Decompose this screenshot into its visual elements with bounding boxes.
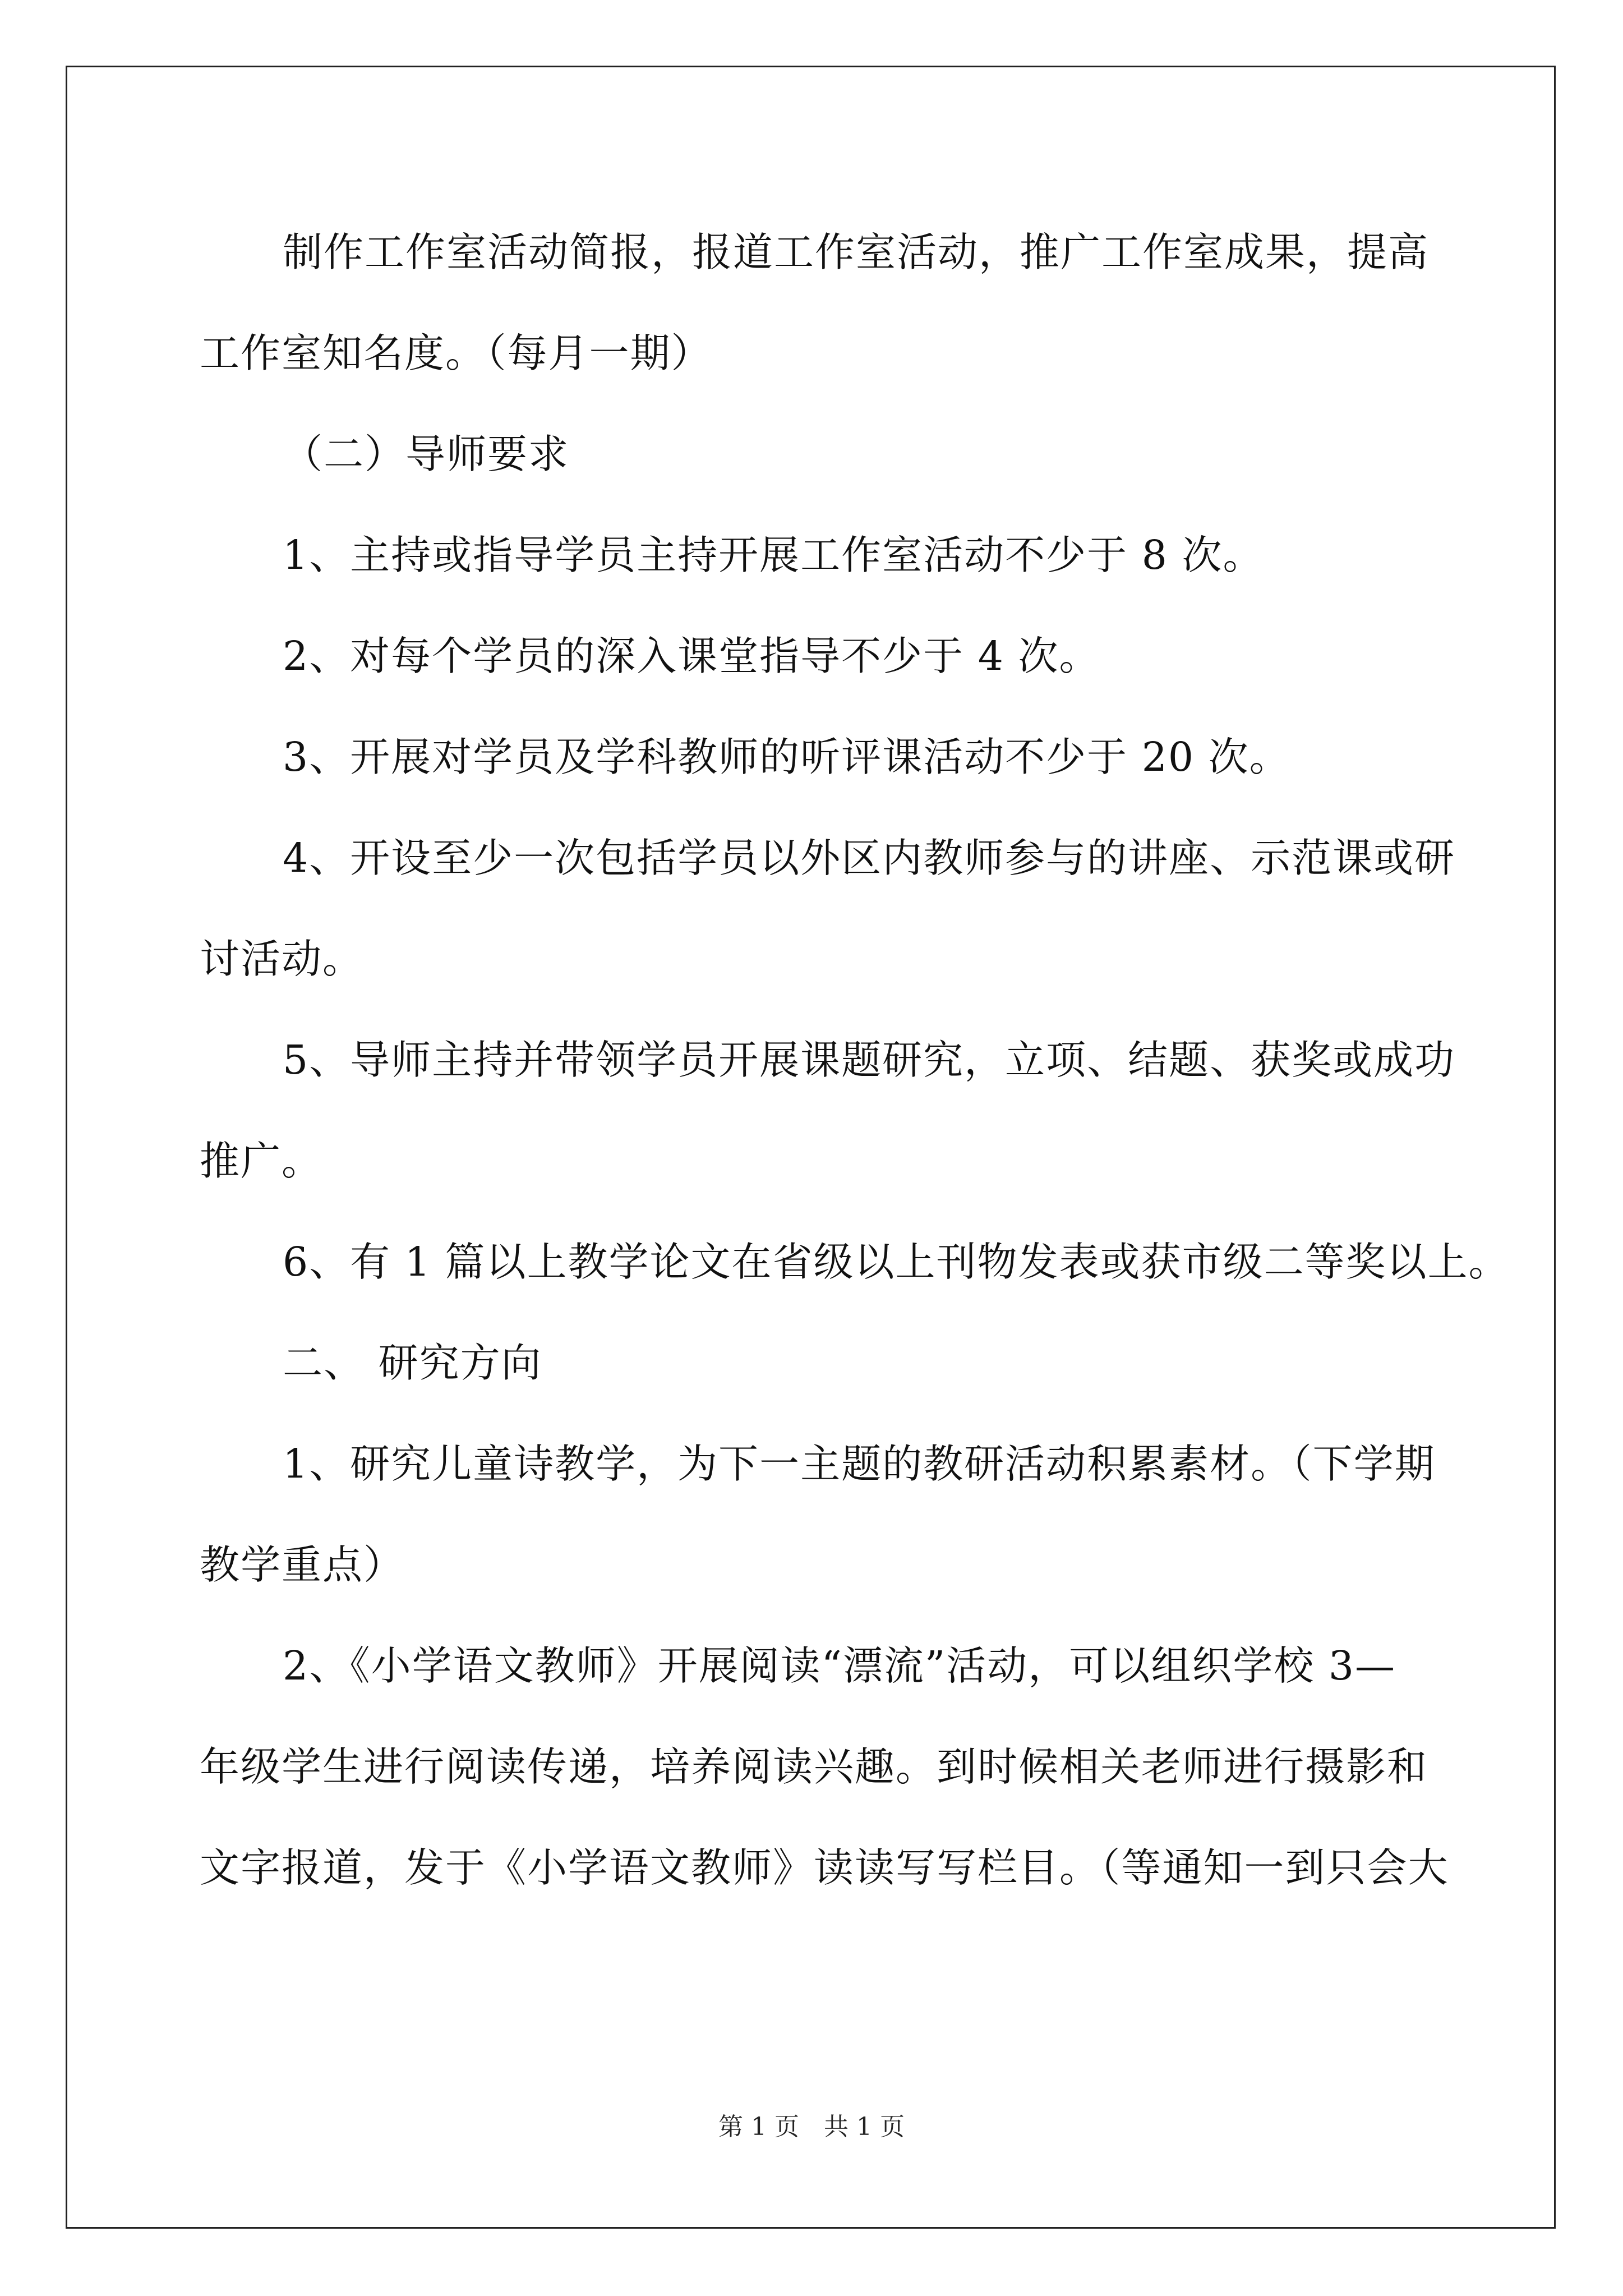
list-item-5-continued: 推广。 (200, 1138, 323, 1184)
page-footer: 第 1 页 共 1 页 (718, 2113, 905, 2141)
section-heading-mentor-requirements: （二）导师要求 (283, 431, 570, 477)
list-item-3: 3、开展对学员及学科教师的听评课活动不少于 20 次。 (283, 734, 1290, 780)
section-heading-research-direction: 二、 研究方向 (283, 1340, 542, 1386)
list-item-1: 1、主持或指导学员主持开展工作室活动不少于 8 次。 (283, 532, 1264, 578)
list-item-2: 2、对每个学员的深入课堂指导不少于 4 次。 (283, 633, 1100, 679)
list-item-6: 6、有 1 篇以上教学论文在省级以上刊物发表或获市级二等奖以上。 (283, 1239, 1510, 1285)
research-item-1: 1、研究儿童诗教学，为下一主题的教研活动积累素材。（下学期 (283, 1441, 1436, 1487)
list-item-4-continued: 讨活动。 (200, 936, 364, 982)
text-line-2: 工作室知名度。（每月一期） (200, 330, 712, 376)
list-item-5: 5、导师主持并带领学员开展课题研究，立项、结题、获奖或成功 (283, 1037, 1456, 1083)
research-item-2-continued-1: 年级学生进行阅读传递，培养阅读兴趣。到时候相关老师进行摄影和 (200, 1743, 1428, 1790)
research-item-1-continued: 教学重点） (200, 1542, 405, 1588)
list-item-4: 4、开设至少一次包括学员以外区内教师参与的讲座、示范课或研 (283, 835, 1456, 881)
research-item-2: 2、《小学语文教师》开展阅读“漂流”活动，可以组织学校 3— (283, 1642, 1396, 1689)
document-body (200, 202, 1510, 1918)
text-line-1: 制作工作室活动简报，报道工作室活动，推广工作室成果，提高 (283, 229, 1430, 275)
research-item-2-continued-2: 文字报道，发于《小学语文教师》读读写写栏目。（等通知一到只会大 (200, 1844, 1449, 1891)
